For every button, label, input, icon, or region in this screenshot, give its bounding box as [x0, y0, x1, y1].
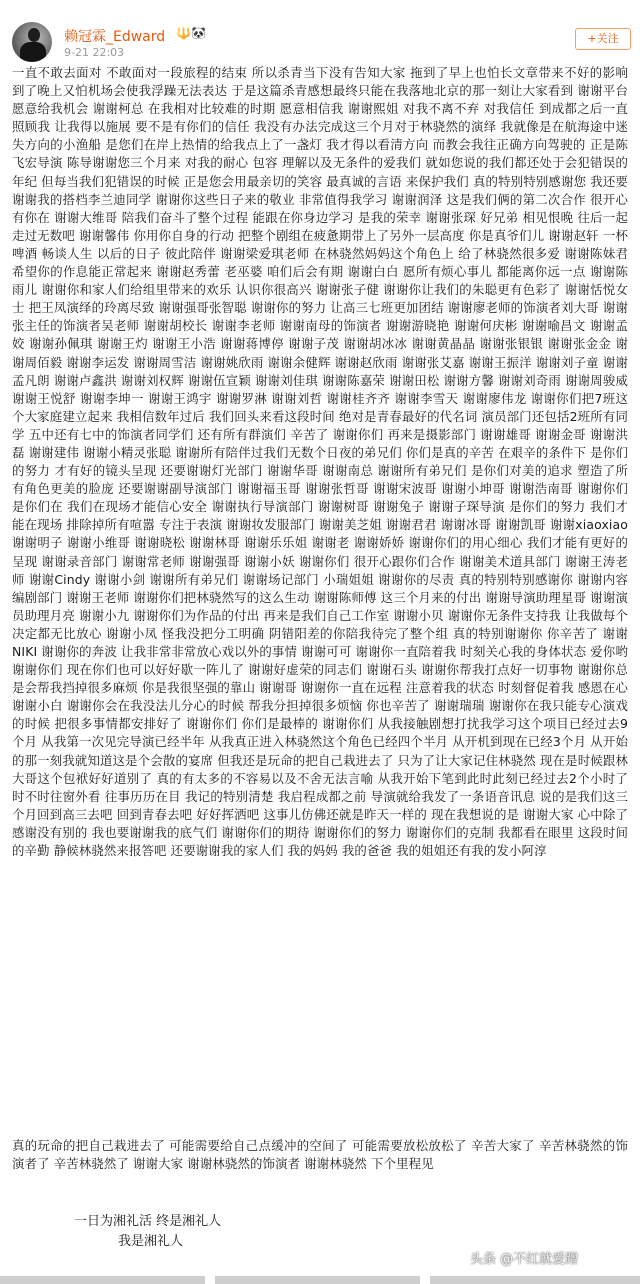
post-poem [74, 1212, 221, 1252]
avatar-body-shape [20, 42, 46, 62]
post-header [0, 0, 640, 68]
username[interactable]: 赖冠霖_Edward [64, 29, 166, 45]
avatar[interactable] [12, 22, 52, 62]
image-thumbnail-strip [0, 1276, 640, 1284]
post-paragraph-2: 真的玩命的把自己栽进去了 可能需要给自己点缓冲的空间了 可能需要放松放松了 辛苦大家了 辛苦林骁然的饰演者了 辛苦林骁然了 谢谢大家 谢谢林骁然的饰演者 谢谢林骁然 下个里程见 [12, 1138, 628, 1172]
image-thumbnail[interactable] [215, 1276, 420, 1284]
watermark: 头条 @不红就爱蹭 [470, 1252, 579, 1267]
follow-button[interactable]: +关注 [575, 28, 631, 50]
post-content [12, 64, 628, 1173]
avatar-head-shape [28, 28, 40, 42]
poem-line-1: 一日为湘礼活 终是湘礼人 [74, 1214, 222, 1229]
poem-line-2: 我是湘礼人 [118, 1234, 184, 1249]
post-time: 9-21 22:03 [64, 46, 125, 59]
user-badge-icon: 🔱🐼 [176, 26, 206, 40]
post-paragraph-1: 一直不敢去面对 不敢面对一段旅程的结束 所以杀青当下没有告知大家 拖到了早上也怕长文章带来不好的影响 到了晚上又怕机场会使我浮躁无法表达 于是这篇杀青感想最终只能在我落地北京的那一刻让大家看到 谢谢平台愿意给我机会 谢谢柯总 在我相对比较难的时期 愿意相信我 谢谢熙姐 对我不离不弃 对我信任 到成都之后一直照顾我 让我得以施展 要不是有你们的信任 我没有办法完成这三个月对于林骁然的演绎 我就像是在航海途中迷失方向的小渔船 是您们在岸上热情的给我点上了一盏灯 我才得以看清方向 而教会我往正确方向驾驶的 正是陈飞宏导演 陈导谢谢您三个月来 对我的耐心 包容 理解以及无条件的爱我们 就如您说的我们都还处于会犯错误的年纪 但每当我们犯错误的时候 正是您会用最亲切的笑容 最真诚的言语 来保护我们 真的特别特别感谢您 我还要谢谢我的搭档李兰迪同学 谢谢你这些日子来的敬业 非常值得我学习 谢谢润泽 这是我们俩的第二次合作 很开心有你在 谢谢大维哥 陪我们奋斗了整个过程 能跟在你身边学习 是我的荣幸 谢谢张琛 好兄弟 相见恨晚 往后一起走过无数吧 谢谢馨伟 你用你自身的行动 把整个剧组在疲惫期带上了另外一层高度 你是真爷们儿 谢谢赵轩 一杯啤酒 畅谈人生 以后的日子 彼此陪伴 谢谢梁爱琪老师 在林骁然妈妈这个角色上 给了林骁然很多爱 谢谢陈妹君 希望你的作息能正常起来 谢谢赵秀蕾 老巫婆 咱们后会有期 谢谢白白 愿所有烦心事儿 都能离你远一点 谢谢陈雨儿 谢谢你和家人们给组里带来的欢乐 认识你很高兴 谢谢张子健 谢谢你让我们的朱聪更有色彩了 谢谢恬悦女士 把王凤演绎的玲离尽致 谢谢强哥张智聪 谢谢你的努力 让高三七班更加团结 谢谢廖老师的饰演者刘大哥 谢谢张主任的饰演者吴老师 谢谢胡校长 谢谢李老师 谢谢南母的饰演者 谢谢游晓艳 谢谢何庆彬 谢谢喻昌文 谢谢孟姣 谢谢孙佩琪 谢谢王灼 谢谢王小浩 谢谢蒋博停 谢谢子茂 谢谢胡冰冰 谢谢黄晶晶 谢谢张银银 谢谢张金金 谢谢周佰毅 谢谢李运发 谢谢周雪洁 谢谢姚欣雨 谢谢余健辉 谢谢赵欣雨 谢谢张艾嘉 谢谢王振洋 谢谢刘子童 谢谢孟凡朗 谢谢卢鑫洪 谢谢刘权辉 谢谢伍宣颖 谢谢刘佳琪 谢谢陈嘉荣 谢谢田松 谢谢方馨 谢谢刘奇雨 谢谢周骏威 谢谢王悦舒 谢谢李坤一 谢谢王鸿宇 谢谢罗淋 谢谢刘哲 谢谢桂齐齐 谢谢李雪天 谢谢廖伟龙 谢谢你们把7班这个大家庭建立起来 我相信数年过后 我们回头来看这段时间 绝对是青春最好的代名词 演员部门还包括2班所有同学 五中还有七中的饰演者同学们 还有所有群演们 辛苦了 谢谢你们 再来是摄影部门 谢谢雄哥 谢谢金哥 谢谢洪磊 谢谢建伟 谢谢小精灵张聪 谢谢所有陪伴过我们无数个日夜的弟兄们 你们是真的辛苦 在艰辛的条件下 是你们的努力 才有好的镜头呈现 还要谢谢灯光部门 谢谢华哥 谢谢南总 谢谢所有弟兄们 是你们对美的追求 塑造了所有角色更美的脸庞 还要谢谢副导演部门 谢谢福玉哥 谢谢张哲哥 谢谢宋波哥 谢谢小坤哥 谢谢浩南哥 谢谢你们 是你们在 我们在现场才能信心安全 谢谢执行导演部门 谢谢树哥 谢谢兔子 谢谢子琛导演 是你们的努力 我们才能在现场 排除掉所有喧嚣 专注于表演 谢谢妆发服部门 谢谢美芝姐 谢谢君君 谢谢冰哥 谢谢凯哥 谢谢xiaoxiao 谢谢明子 谢谢小维哥 谢谢晓松 谢谢林哥 谢谢乐乐姐 谢谢老 谢谢娇娇 谢谢你们的用心细心 我们才能有更好的呈现 谢谢录音部门 谢谢常老师 谢谢强哥 谢谢小妖 谢谢你们 很开心跟你们合作 谢谢美术道具部门 谢谢王涛老师 谢谢Cindy 谢谢小剑 谢谢所有弟兄们 谢谢场记部门 小瑞姐姐 谢谢你的尽责 真的特别特别感谢你 谢谢内容编剧部门 谢谢王老师 谢谢你们把林骁然写的这么生动 谢谢陈师傅 这三个月来的付出 谢谢导演助理星哥 谢谢演员助理月亮 谢谢小九 谢谢你们为作品的付出 再来是我们自己工作室 谢谢小贝 谢谢你无条件支持我 让我做每个决定都无比放心 谢谢小凤 怪我没把分工明确 阴错阳差的你陪我待完了整个组 真的特别谢谢你 你辛苦了 谢谢NIKI 谢谢你的奔波 让我非常非常放心戏以外的事情 谢谢可可 谢谢你一直陪着我 时刻关心我的身体状态 爱你哟 谢谢你们 现在你们也可以好好歇一阵儿了 谢谢好虚荣的同志们 谢谢石头 谢谢你帮我打点好一切事物 谢谢你总是会帮我挡掉很多麻烦 你是我很坚强的靠山 谢谢哥 谢谢你一直在远程 注意着我的状态 时刻督促着我 感恩在心 谢谢小白 谢谢你会在我没法儿分心的时候 帮我分担掉很多烦恼 你也辛苦了 谢谢瑞瑞 谢谢你在我只能专心演戏的时候 把很多事情都安排好了 谢谢你们 你们是最棒的 谢谢你们 从我接触剧想打扰我学习这个项目已经过去9个月 从我第一次见完导演已经半年 从我真正进入林骁然这个角色已经四个半月 从开机到现在已经3个月 从开始的那一刻我就知道这是个会散的宴席 但我还是玩命的把自己栽进去了 只为了让大家记住林骁然 现在是时候跟林大哥这个包袱好好道别了 真的有太多的不容易以及不舍无法言喻 从我开始下笔到此时此刻已经过去2个小时了 时不时往窗外看 往事历历在目 我记的特别清楚 我启程成都之前 导演就给我发了一条语音讯息 说的是我们这三个月回到高三去吧 回到青春去吧 好好挥洒吧 这事儿仿佛还就是昨天一样的 现在我想说的是 谢谢大家 心中除了感谢没有别的 我也要谢谢我的底气们 谢谢你们的期待 谢谢你们的努力 谢谢你们的克制 我都看在眼里 这段时间的辛勤 静候林骁然来报答吧 还要谢谢我的家人们 我的妈妈 我的爸爸 我的姐姐还有我的发小阿淳 [12, 65, 628, 859]
image-thumbnail[interactable] [430, 1276, 640, 1284]
image-thumbnail[interactable] [0, 1276, 205, 1284]
